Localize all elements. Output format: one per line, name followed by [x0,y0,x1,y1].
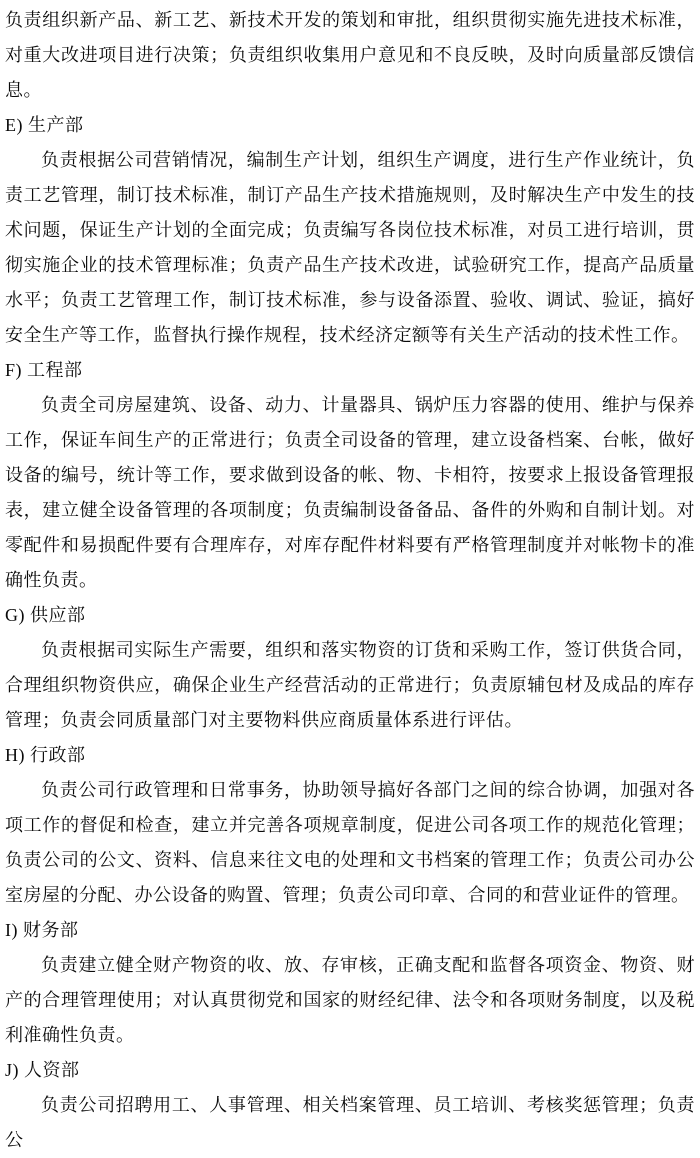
section-heading: G) 供应部 [5,605,86,625]
body-paragraph: 负责组织新产品、新工艺、新技术开发的策划和审批，组织贯彻实施先进技术标准，对重大改进项目进行决策；负责组织收集用户意见和不良反映，及时向质量部反馈信息。 [5,10,695,100]
body-paragraph: 负责公司招聘用工、人事管理、相关档案管理、员工培训、考核奖惩管理；负责公 [5,1095,695,1150]
section-heading: F) 工程部 [5,360,83,380]
section-heading: E) 生产部 [5,115,84,135]
section-heading: I) 财务部 [5,920,79,940]
body-paragraph: 负责根据司实际生产需要，组织和落实物资的订货和采购工作，签订供货合同，合理组织物资供应，确保企业生产经营活动的正常进行；负责原辅包材及成品的库存管理；负责会同质量部门对主要物料供应商质量体系进行评估。 [5,640,695,730]
body-paragraph: 负责公司行政管理和日常事务，协助领导搞好各部门之间的综合协调，加强对各项工作的督促和检查，建立并完善各项规章制度，促进公司各项工作的规范化管理；负责公司的公文、资料、信息来往文电的处理和文书档案的管理工作；负责公司办公室房屋的分配、办公设备的购置、管理；负责公司印章、合同的和营业证件的管理。 [5,780,695,905]
body-paragraph: 负责根据公司营销情况，编制生产计划，组织生产调度，进行生产作业统计，负责工艺管理，制订技术标准，制订产品生产技术措施规则，及时解决生产中发生的技术问题，保证生产计划的全面完成；负责编写各岗位技术标准，对员工进行培训，贯彻实施企业的技术管理标准；负责产品生产技术改进，试验研究工作，提高产品质量水平；负责工艺管理工作，制订技术标准，参与设备添置、验收、调试、验证，搞好安全生产等工作，监督执行操作规程，技术经济定额等有关生产活动的技术性工作。 [5,150,695,345]
body-paragraph: 负责全司房屋建筑、设备、动力、计量器具、锅炉压力容器的使用、维护与保养工作，保证车间生产的正常进行；负责全司设备的管理，建立设备档案、台帐，做好设备的编号，统计等工作，要求做到设备的帐、物、卡相符，按要求上报设备管理报表，建立健全设备管理的各项制度；负责编制设备备品、备件的外购和自制计划。对零配件和易损配件要有合理库存，对库存配件材料要有严格管理制度并对帐物卡的准确性负责。 [5,395,695,590]
body-paragraph: 负责建立健全财产物资的收、放、存审核，正确支配和监督各项资金、物资、财产的合理管理使用；对认真贯彻党和国家的财经纪律、法令和各项财务制度，以及税利准确性负责。 [5,955,695,1045]
section-heading: J) 人资部 [5,1060,80,1080]
section-heading: H) 行政部 [5,745,86,765]
